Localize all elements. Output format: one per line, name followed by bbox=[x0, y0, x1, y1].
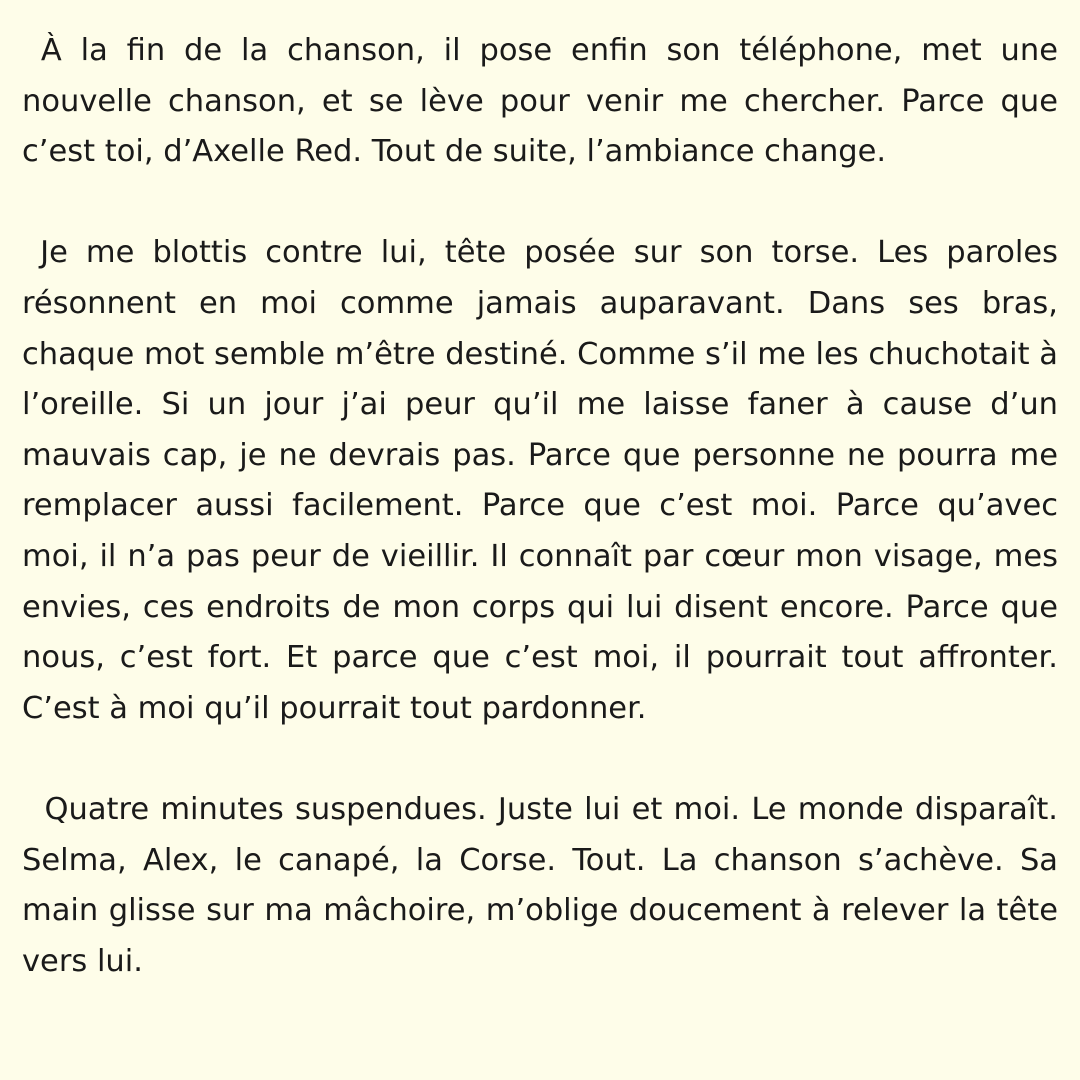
paragraph-spacer bbox=[22, 178, 1058, 229]
paragraph-3: Quatre minutes suspendues. Juste lui et moi. Le monde disparaît. Selma, Alex, le canapé, la Corse. Tout. La chanson s’achève. Sa main glisse sur ma mâchoire, m’oblige doucement à relever la tête vers lui. bbox=[22, 791, 1068, 979]
paragraph-spacer bbox=[22, 734, 1058, 785]
paragraph-1: À la fin de la chanson, il pose enfin son téléphone, met une nouvelle chanson, et se lève pour venir me chercher. Parce que c’est toi, d’Axelle Red. Tout de suite, l’ambiance change. bbox=[22, 33, 1068, 170]
paragraph-2: Je me blottis contre lui, tête posée sur son torse. Les paroles résonnent en moi comme jamais auparavant. Dans ses bras, chaque mot semble m’être destiné. Comme s’il me les chuchotait à l’oreille. Si un jour j’ai peur qu’il me laisse faner à cause d’un mauvais cap, je ne devrais pas. Parce que personne ne pourra me remplacer aussi facilement. Parce que c’est moi. Parce qu’avec moi, il n’a pas peur de vieillir. Il connaît par cœur mon visage, mes envies, ces endroits de mon corps qui lui disent encore. Parce que nous, c’est fort. Et parce que c’est moi, il pourrait tout affronter. C’est à moi qu’il pourrait tout pardonner. bbox=[22, 235, 1068, 726]
